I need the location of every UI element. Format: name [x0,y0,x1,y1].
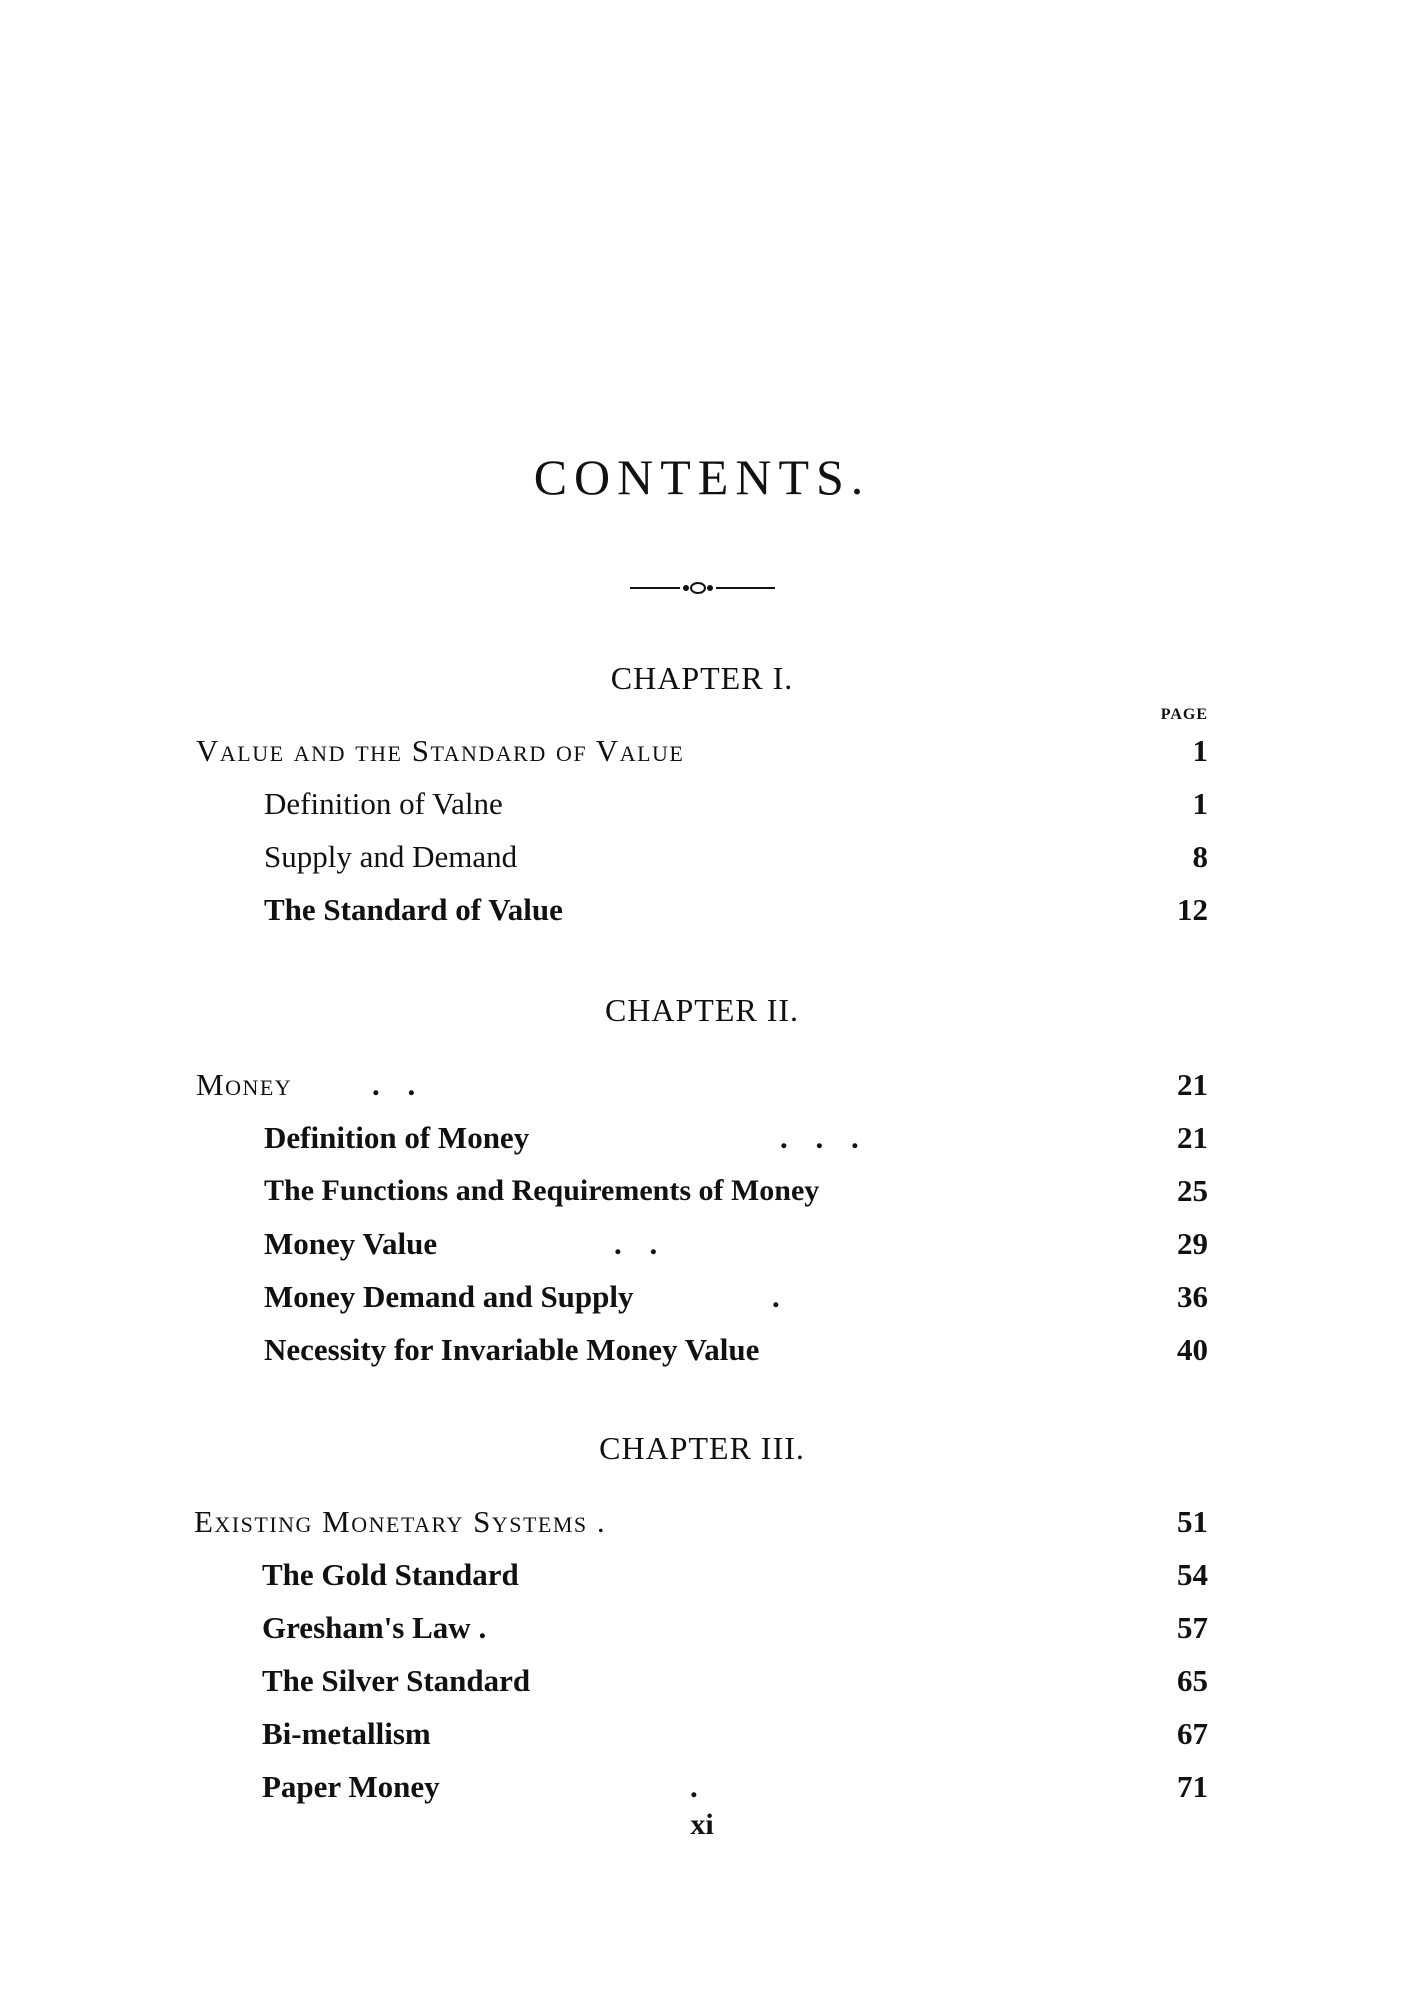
entry-title: Money [196,1067,293,1102]
toc-entry [264,1275,1208,1319]
entry-title: Money Demand and Supply [264,1279,634,1314]
toc-entry [262,1765,1208,1809]
entry-leader-dots: . [772,1279,790,1314]
entry-page: 57 [1177,1610,1208,1645]
toc-entry [264,1328,1208,1372]
entry-page: 36 [1177,1279,1208,1314]
page-title: CONTENTS. [533,449,871,505]
entry-leader-dots: . [690,1769,708,1804]
toc-entry [262,1606,1208,1650]
entry-title: Definition of Money [264,1120,530,1155]
entry-page: 67 [1177,1716,1208,1751]
toc-entry [264,1169,1208,1213]
toc-entry [264,1116,1208,1160]
entry-title: Definition of Valne [264,786,503,821]
chapter-heading: CHAPTER II. [604,992,800,1028]
toc-entry [262,1712,1208,1756]
entry-page: 8 [1192,839,1208,874]
entry-title: Gresham's Law . [262,1610,487,1645]
toc-entry [196,1063,1208,1107]
chapter-heading: CHAPTER III. [599,1430,805,1466]
chapter-heading: CHAPTER I. [610,660,794,696]
entry-leader-dots: . . . [780,1120,869,1155]
entry-page: 54 [1177,1557,1208,1592]
entry-title: Existing Monetary Systems . [194,1504,607,1539]
entry-page: 65 [1177,1663,1208,1698]
toc-entry [262,1553,1208,1597]
entry-leader-dots: . . [614,1226,668,1261]
entry-page: 25 [1177,1173,1208,1208]
entry-page: 1 [1192,733,1208,768]
entry-title: The Standard of Value [264,892,563,927]
entry-title: Necessity for Invariable Money Value [264,1332,760,1367]
toc-entry [264,835,1208,879]
entry-page: 71 [1177,1769,1208,1804]
toc-entry [264,1222,1208,1266]
ornament-divider [630,578,775,598]
entry-leader-dots: . . [372,1067,426,1102]
entry-page: 1 [1192,786,1208,821]
entry-page: 21 [1177,1067,1208,1102]
entry-title: Paper Money [262,1769,440,1804]
entry-page: 21 [1177,1120,1208,1155]
entry-page: 40 [1177,1332,1208,1367]
toc-entry [262,1659,1208,1703]
entry-page: 29 [1177,1226,1208,1261]
entry-title: Money Value [264,1226,438,1261]
entry-title: Bi-metallism [262,1716,431,1751]
entry-title: Value and the Standard of Value [196,733,685,768]
entry-title: Supply and Demand [264,839,518,874]
toc-entry [264,782,1208,826]
entry-page: 51 [1177,1504,1208,1539]
page-number-folio: xi [690,1808,714,1841]
toc-entry [196,729,1208,773]
entry-title: The Functions and Requirements of Money [264,1174,820,1207]
entry-title: The Gold Standard [262,1557,519,1592]
toc-entry [264,888,1208,932]
entry-page: 12 [1177,892,1208,927]
toc-entry [194,1500,1208,1544]
page-column-label: PAGE [1160,706,1208,723]
entry-title: The Silver Standard [262,1663,531,1698]
